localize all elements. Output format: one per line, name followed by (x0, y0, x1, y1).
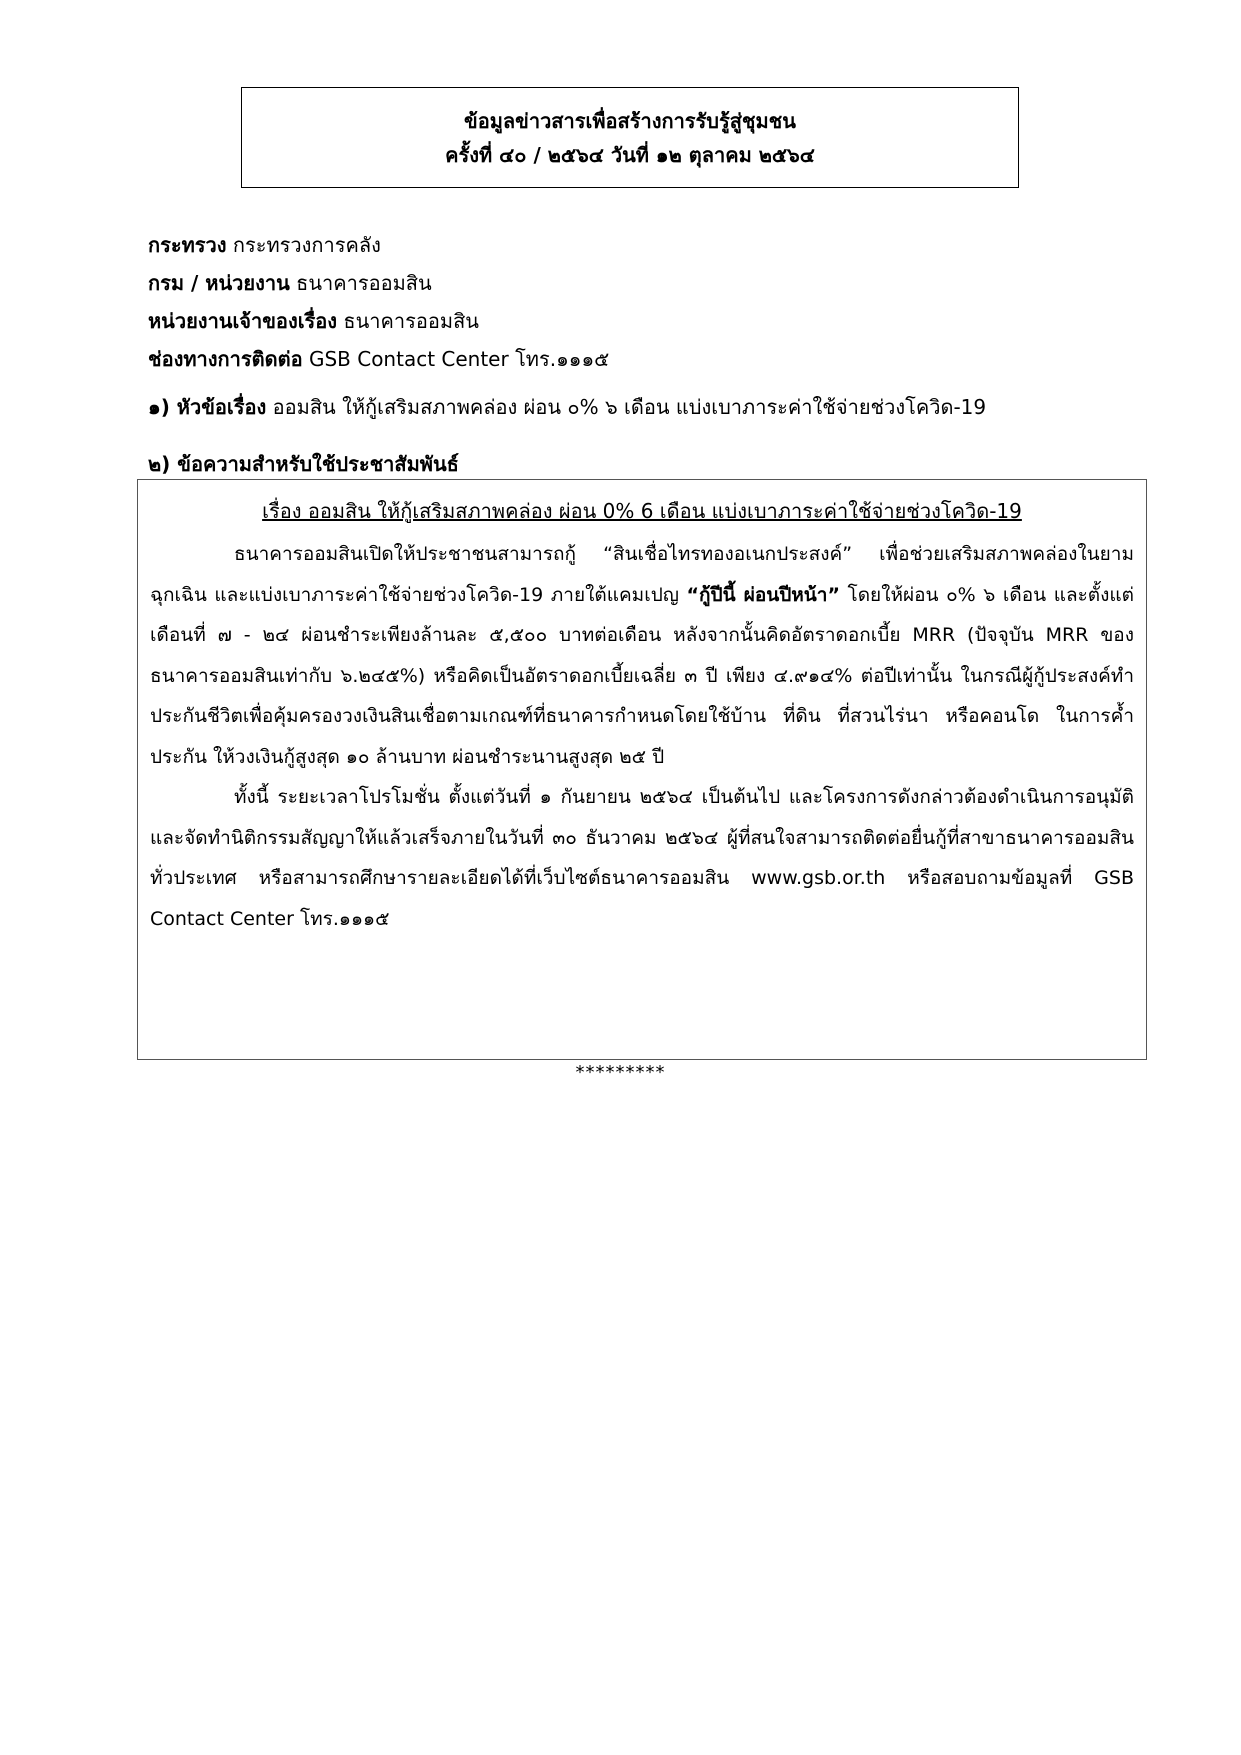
ministry-row (148, 226, 1108, 264)
owner-label: หน่วยงานเจ้าของเรื่อง (148, 309, 338, 333)
story-paragraph-2 (150, 777, 1134, 939)
document-title: ข้อมูลข่าวสารเพื่อสร้างการรับรู้สู่ชุมชน (464, 109, 796, 133)
owner-value: ธนาคารออมสิน (337, 309, 479, 333)
contact-label: ช่องทางการติดต่อ (148, 347, 303, 371)
document-issue-date: ครั้งที่ ๔๐ / ๒๕๖๔ วันที่ ๑๒ ตุลาคม ๒๕๖๔ (445, 143, 815, 167)
department-value: ธนาคารออมสิน (289, 271, 432, 295)
ministry-label: กระทรวง (148, 233, 227, 257)
campaign-name: “กู้ปีนี้ ผ่อนปีหน้า” (686, 583, 840, 606)
section2-heading: ๒) ข้อความสำหรับใช้ประชาสัมพันธ์ (148, 452, 459, 476)
topic-row (148, 388, 986, 426)
owner-row (148, 302, 1108, 340)
topic-value: ออมสิน ให้กู้เสริมสภาพคล่อง ผ่อน ๐% ๖ เดือน แบ่งเบาภาระค่าใช้จ่ายช่วงโควิด-19 (266, 395, 987, 419)
topic-label: ๑) หัวข้อเรื่อง (148, 395, 267, 419)
story-p1-text-b: โดยให้ผ่อน ๐% ๖ เดือน และตั้งแต่เดือนที่ ๗ - ๒๔ ผ่อนชำระเพียงล้านละ ๕,๕๐๐ บาทต่อเดือน หลังจากนั้นคิดอัตราดอกเบี้ย MRR (ปัจจุบัน MRR ของธนาคารออมสินเท่ากับ ๖.๒๔๕%) หรือคิดเป็นอัตราดอกเบี้ยเฉลี่ย ๓ ปี เพียง ๔.๙๑๔% ต่อปีเท่านั้น ในกรณีผู้กู้ประสงค์ทำประกันชีวิตเพื่อคุ้มครองวงเงินสินเชื่อตามเกณฑ์ที่ธนาคารกำหนดโดยใช้บ้าน ที่ดิน ที่สวนไร่นา หรือคอนโด ในการค้ำประกัน ให้วงเงินกู้สูงสุด ๑๐ ล้านบาท ผ่อนชำระนานสูงสุด ๒๕ ปี (150, 583, 1134, 768)
story-title: เรื่อง ออมสิน ให้กู้เสริมสภาพคล่อง ผ่อน 0% 6 เดือน แบ่งเบาภาระค่าใช้จ่ายช่วงโควิด-19 (262, 499, 1022, 523)
ministry-value: กระทรวงการคลัง (226, 233, 381, 257)
story-p2-text: ทั้งนี้ ระยะเวลาโปรโมชั่น ตั้งแต่วันที่ ๑ กันยายน ๒๕๖๔ เป็นต้นไป และโครงการดังกล่าวต้องดำเนินการอนุมัติและจัดทำนิติกรรมสัญญาให้แล้วเสร็จภายในวันที่ ๓๐ ธันวาคม ๒๕๖๔ ผู้ที่สนใจสามารถติดต่อยื่นกู้ที่สาขาธนาคารออมสินทั่วประเทศ หรือสามารถศึกษารายละเอียดได้ที่เว็บไซต์ธนาคารออมสิน www.gsb.or.th หรือสอบถามข้อมูลที่ GSB Contact Center โทร.๑๑๑๕ (150, 786, 1134, 930)
department-row (148, 264, 1108, 302)
header-box (241, 87, 1019, 188)
press-release-box (137, 479, 1147, 1060)
end-marker: ********* (575, 1062, 666, 1083)
story-p1-text-a: ธนาคารออมสินเปิดให้ประชาชนสามารถกู้ “สินเชื่อไทรทองอเนกประสงค์” เพื่อช่วยเสริมสภาพคล่องในยามฉุกเฉิน และแบ่งเบาภาระค่าใช้จ่ายช่วงโควิด-19 ภายใต้แคมเปญ (150, 543, 1134, 606)
story-paragraph-1 (150, 534, 1134, 777)
contact-value: GSB Contact Center โทร.๑๑๑๕ (302, 347, 610, 371)
contact-row (148, 340, 1108, 378)
meta-section (148, 226, 1108, 378)
department-label: กรม / หน่วยงาน (148, 271, 290, 295)
